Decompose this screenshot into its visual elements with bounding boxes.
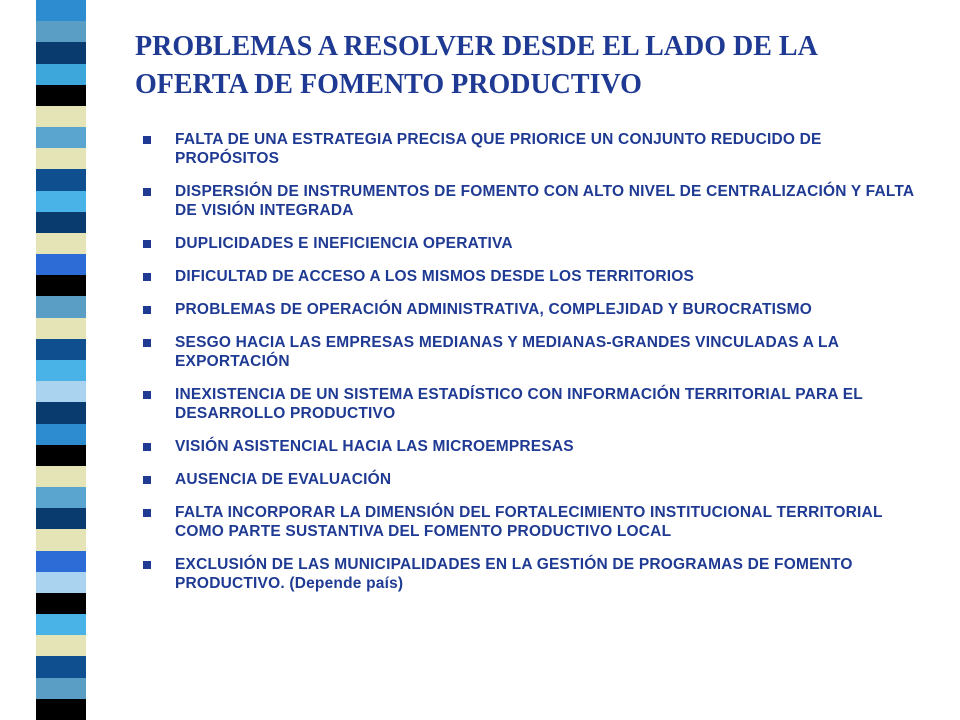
- decorative-stripe: [36, 0, 86, 720]
- stripe-segment: [36, 614, 86, 636]
- stripe-segment: [36, 360, 86, 382]
- stripe-segment: [36, 551, 86, 573]
- bullet-item: [138, 555, 928, 593]
- stripe-segment: [36, 318, 86, 340]
- bullet-text: PROBLEMAS DE OPERACIÓN ADMINISTRATIVA, COMPLEJIDAD Y BUROCRATISMO: [175, 301, 813, 318]
- stripe-segment: [36, 42, 86, 64]
- stripe-segment: [36, 466, 86, 488]
- bullet-text: INEXISTENCIA DE UN SISTEMA ESTADÍSTICO CON INFORMACIÓN TERRITORIAL PARA EL DESARROLLO PRODUCTIVO: [175, 386, 863, 422]
- stripe-segment: [36, 191, 86, 213]
- stripe-segment: [36, 106, 86, 128]
- bullet-text: DIFICULTAD DE ACCESO A LOS MISMOS DESDE LOS TERRITORIOS: [175, 268, 695, 285]
- stripe-segment: [36, 508, 86, 530]
- stripe-segment: [36, 487, 86, 509]
- bullet-text: DISPERSIÓN DE INSTRUMENTOS DE FOMENTO CON ALTO NIVEL DE CENTRALIZACIÓN Y FALTA DE VISIÓN INTEGRADA: [175, 183, 914, 219]
- stripe-segment: [36, 212, 86, 234]
- bullet-text: SESGO HACIA LAS EMPRESAS MEDIANAS Y MEDIANAS-GRANDES VINCULADAS A LA EXPORTACIÓN: [175, 334, 839, 370]
- square-bullet-icon: [143, 509, 151, 517]
- bullet-item: [138, 333, 928, 371]
- stripe-segment: [36, 424, 86, 446]
- square-bullet-icon: [143, 476, 151, 484]
- stripe-segment: [36, 529, 86, 551]
- square-bullet-icon: [143, 240, 151, 248]
- bullet-text: FALTA INCORPORAR LA DIMENSIÓN DEL FORTALECIMIENTO INSTITUCIONAL TERRITORIAL COMO PARTE SUSTANTIVA DEL FOMENTO PRODUCTIVO LOCAL: [175, 504, 883, 540]
- stripe-segment: [36, 148, 86, 170]
- stripe-segment: [36, 678, 86, 700]
- stripe-segment: [36, 699, 86, 720]
- stripe-segment: [36, 169, 86, 191]
- bullet-item: [138, 234, 928, 253]
- stripe-segment: [36, 275, 86, 297]
- stripe-segment: [36, 593, 86, 615]
- square-bullet-icon: [143, 136, 151, 144]
- bullet-text: FALTA DE UNA ESTRATEGIA PRECISA QUE PRIORICE UN CONJUNTO REDUCIDO DE PROPÓSITOS: [175, 131, 822, 167]
- stripe-segment: [36, 572, 86, 594]
- square-bullet-icon: [143, 273, 151, 281]
- bullet-text: VISIÓN ASISTENCIAL HACIA LAS MICROEMPRESAS: [175, 438, 574, 455]
- square-bullet-icon: [143, 306, 151, 314]
- stripe-segment: [36, 127, 86, 149]
- square-bullet-icon: [143, 443, 151, 451]
- stripe-segment: [36, 0, 86, 22]
- bullet-text: DUPLICIDADES E INEFICIENCIA OPERATIVA: [175, 235, 513, 252]
- stripe-segment: [36, 254, 86, 276]
- bullet-list: [138, 130, 928, 607]
- square-bullet-icon: [143, 561, 151, 569]
- bullet-item: [138, 385, 928, 423]
- square-bullet-icon: [143, 339, 151, 347]
- slide-title: PROBLEMAS A RESOLVER DESDE EL LADO DE LA OFERTA DE FOMENTO PRODUCTIVO: [135, 31, 817, 100]
- stripe-segment: [36, 296, 86, 318]
- bullet-item: [138, 503, 928, 541]
- stripe-segment: [36, 635, 86, 657]
- stripe-segment: [36, 656, 86, 678]
- bullet-item: [138, 470, 928, 489]
- stripe-segment: [36, 339, 86, 361]
- bullet-text: EXCLUSIÓN DE LAS MUNICIPALIDADES EN LA GESTIÓN DE PROGRAMAS DE FOMENTO PRODUCTIVO. (Depende país): [175, 556, 853, 592]
- stripe-segment: [36, 85, 86, 107]
- bullet-item: [138, 130, 928, 168]
- stripe-segment: [36, 64, 86, 86]
- bullet-text: AUSENCIA DE EVALUACIÓN: [175, 471, 392, 488]
- square-bullet-icon: [143, 391, 151, 399]
- bullet-item: [138, 267, 928, 286]
- stripe-segment: [36, 381, 86, 403]
- stripe-segment: [36, 402, 86, 424]
- bullet-item: [138, 437, 928, 456]
- stripe-segment: [36, 21, 86, 43]
- bullet-item: [138, 182, 928, 220]
- stripe-segment: [36, 445, 86, 467]
- bullet-item: [138, 300, 928, 319]
- stripe-segment: [36, 233, 86, 255]
- square-bullet-icon: [143, 188, 151, 196]
